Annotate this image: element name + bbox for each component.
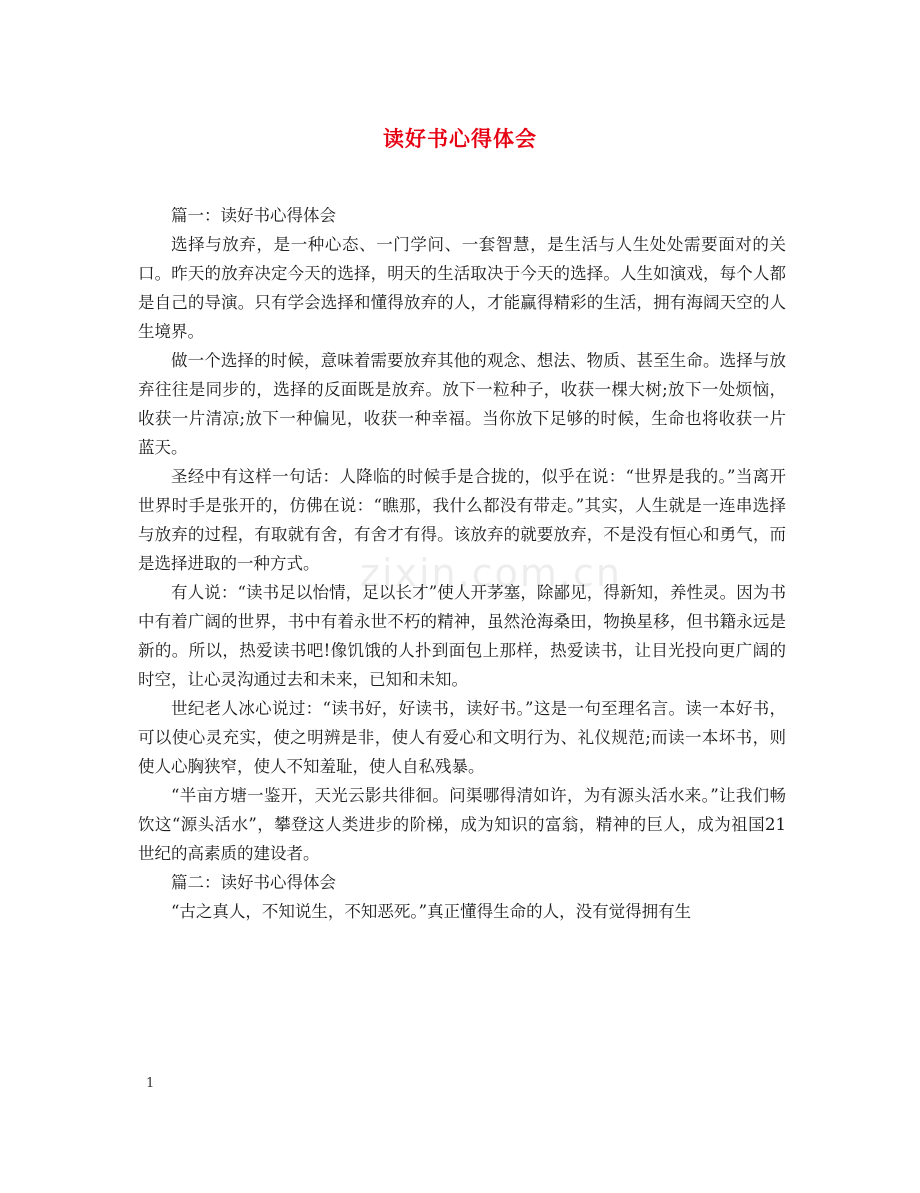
paragraph: 圣经中有这样一句话：人降临的时候手是合拢的，似乎在说：“世界是我的。”当离开世界时手是张开的，仿佛在说：“瞧那，我什么都没有带走。”其实，人生就是一连串选择与放弃的过程，有取就有舍，有舍才有得。该放弃的就要放弃，不是没有恒心和勇气，而是选择进取的一种方式。	[138, 467, 786, 573]
page-number: 1	[146, 1076, 155, 1091]
paragraph: 有人说：“读书足以怡情，足以长才”使人开茅塞，除鄙见，得新知，养性灵。因为书中有着广阔的世界，书中有着永世不朽的精神，虽然沧海桑田，物换星移，但书籍永远是新的。所以，热爱读书吧!像饥饿的人扑到面包上那样，热爱读书，让目光投向更广阔的时空，让心灵沟通过去和未来，已知和未知。	[138, 583, 786, 689]
paragraph: 世纪老人冰心说过：“读书好，好读书，读好书。”这是一句至理名言。读一本好书，可以使心灵充实，使之明辨是非，使人有爱心和文明行为、礼仪规范;而读一本坏书，则使人心胸狭窄，使人不知羞耻，使人自私残暴。	[138, 699, 786, 776]
document-title: 读好书心得体会	[383, 126, 537, 151]
paragraph: 选择与放弃，是一种心态、一门学问、一套智慧，是生活与人生处处需要面对的关口。昨天的放弃决定今天的选择，明天的生活取决于今天的选择。人生如演戏，每个人都是自己的导演。只有学会选择和懂得放弃的人，才能赢得精彩的生活，拥有海阔天空的人生境界。	[138, 235, 786, 341]
section-heading-1: 篇一：读好书心得体会	[171, 206, 336, 225]
section-heading-2: 篇二：读好书心得体会	[171, 873, 336, 892]
paragraph: “半亩方塘一鉴开，天光云影共徘徊。问渠哪得清如许，为有源头活水来。”让我们畅饮这“源头活水”，攀登这人类进步的阶梯，成为知识的富翁，精神的巨人，成为祖国21世纪的高素质的建设者。	[138, 786, 786, 863]
watermark: zixin.com.cn	[360, 551, 622, 595]
paragraph: “古之真人，不知说生，不知恶死。”真正懂得生命的人，没有觉得拥有生	[171, 902, 692, 921]
paragraph: 做一个选择的时候，意味着需要放弃其他的观念、想法、物质、甚至生命。选择与放弃往往是同步的，选择的反面既是放弃。放下一粒种子，收获一棵大树;放下一处烦恼，收获一片清凉;放下一种偏见，收获一种幸福。当你放下足够的时候，生命也将收获一片蓝天。	[138, 351, 786, 457]
document-body	[138, 201, 786, 926]
